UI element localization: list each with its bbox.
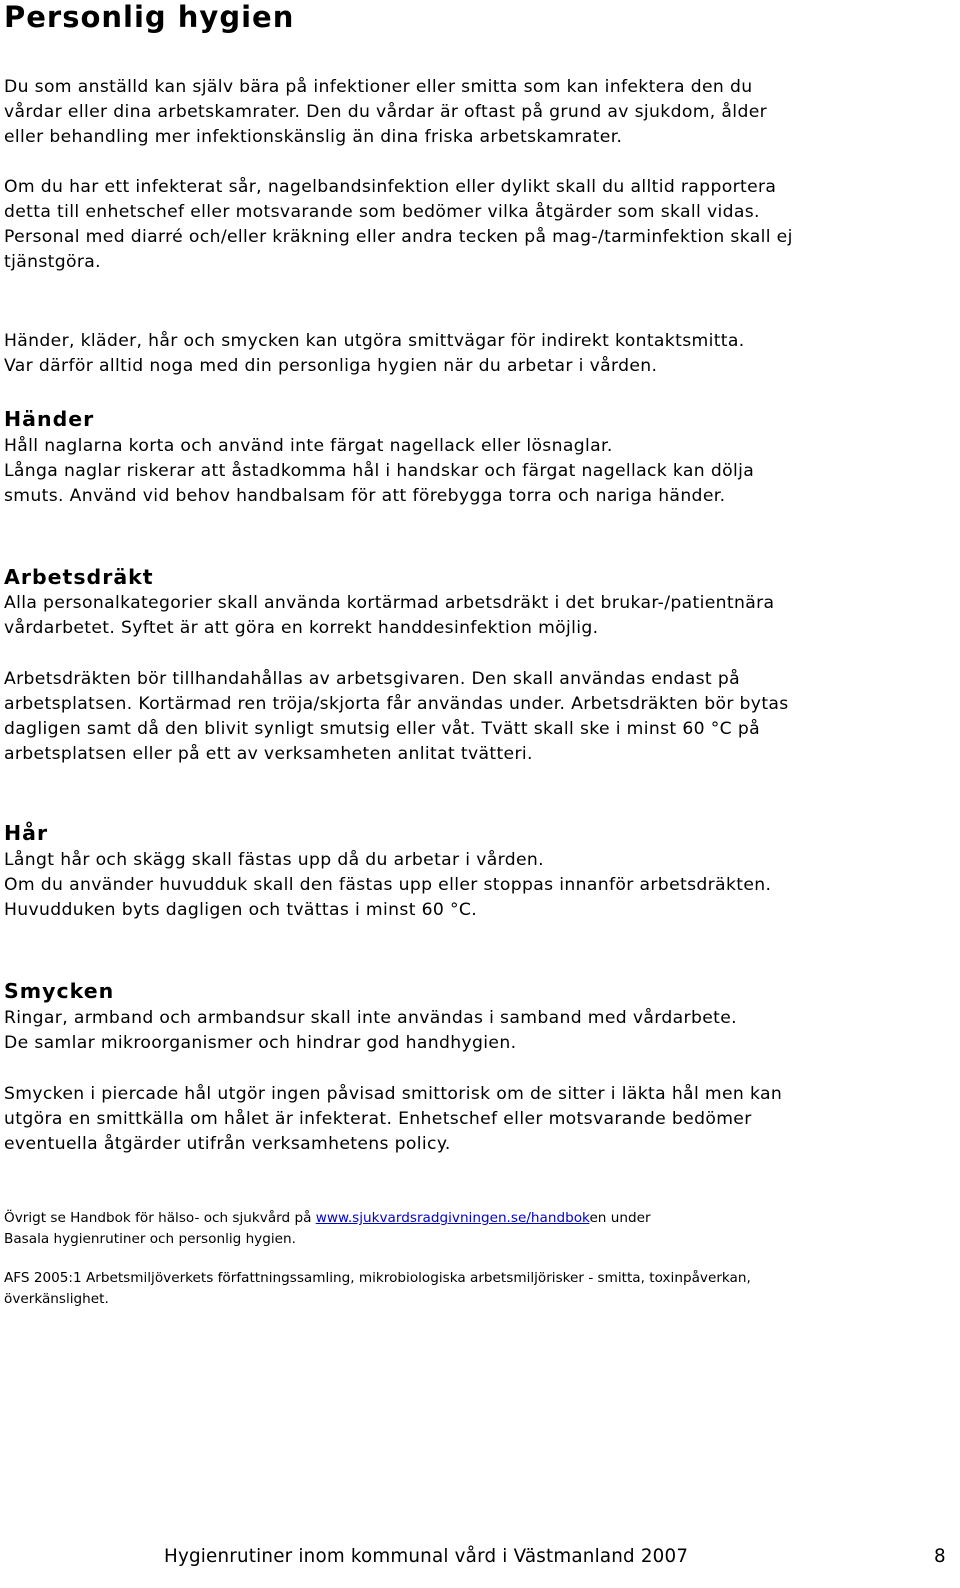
jewelry-paragraph-2 xyxy=(4,1082,954,1157)
reference-text: en under xyxy=(589,1210,651,1226)
text-line: AFS 2005:1 Arbetsmiljöverkets författningssamling, mikrobiologiska arbetsmiljörisker - smitta, toxinpåverkan, xyxy=(4,1270,751,1286)
text-line: vårdarbetet. Syftet är att göra en korrekt handdesinfektion möjlig. xyxy=(4,618,599,638)
text-line: arbetsplatsen eller på ett av verksamheten anlitat tvätteri. xyxy=(4,744,533,764)
text-line: Om du har ett infekterat sår, nagelbandsinfektion eller dylikt skall du alltid rapportera xyxy=(4,177,777,197)
text-line: Händer, kläder, hår och smycken kan utgöra smittvägar för indirekt kontaktsmitta. xyxy=(4,331,745,351)
text-line: Långt hår och skägg skall fästas upp då du arbetar i vården. xyxy=(4,850,544,870)
text-line: eventuella åtgärder utifrån verksamhetens policy. xyxy=(4,1134,451,1154)
hair-paragraph xyxy=(4,848,954,923)
text-line: Var därför alltid noga med din personliga hygien när du arbetar i vården. xyxy=(4,356,658,376)
text-line: detta till enhetschef eller motsvarande som bedömer vilka åtgärder som skall vidas. xyxy=(4,202,760,222)
handbook-link[interactable]: www.sjukvardsradgivningen.se/handbok xyxy=(315,1210,590,1226)
section-heading-hands: Händer xyxy=(4,407,95,431)
section-heading-workwear: Arbetsdräkt xyxy=(4,565,154,589)
page-title: Personlig hygien xyxy=(4,0,295,34)
text-line: smuts. Använd vid behov handbalsam för att förebygga torra och nariga händer. xyxy=(4,486,726,506)
text-line: Arbetsdräkten bör tillhandahållas av arbetsgivaren. Den skall användas endast på xyxy=(4,669,740,689)
section-heading-hair: Hår xyxy=(4,821,49,845)
text-line: Ringar, armband och armbandsur skall inte användas i samband med vårdarbete. xyxy=(4,1008,737,1028)
text-line: Håll naglarna korta och använd inte färgat nagellack eller lösnaglar. xyxy=(4,436,613,456)
text-line: Huvudduken byts dagligen och tvättas i minst 60 °C. xyxy=(4,900,478,920)
hands-paragraph xyxy=(4,434,954,509)
text-line: dagligen samt då den blivit synligt smutsig eller våt. Tvätt skall ske i minst 60 °C på xyxy=(4,719,760,739)
text-line: Långa naglar riskerar att åstadkomma hål i handskar och färgat nagellack kan dölja xyxy=(4,461,755,481)
page-number: 8 xyxy=(934,1546,946,1567)
footer-title: Hygienrutiner inom kommunal vård i Västmanland 2007 xyxy=(164,1546,689,1567)
text-line: överkänslighet. xyxy=(4,1291,109,1307)
text-line: Om du använder huvudduk skall den fästas upp eller stoppas innanför arbetsdräkten. xyxy=(4,875,772,895)
text-line: Personal med diarré och/eller kräkning eller andra tecken på mag-/tarminfektion skall ej xyxy=(4,227,793,247)
workwear-paragraph-2 xyxy=(4,667,954,767)
text-line: vårdar eller dina arbetskamrater. Den du vårdar är oftast på grund av sjukdom, ålder xyxy=(4,102,768,122)
reference-afs xyxy=(4,1268,954,1310)
text-line: Basala hygienrutiner och personlig hygien. xyxy=(4,1231,296,1247)
workwear-paragraph-1 xyxy=(4,591,954,641)
jewelry-paragraph-1 xyxy=(4,1006,954,1056)
reference-text: Övrigt se Handbok för hälso- och sjukvård på xyxy=(4,1210,316,1226)
text-line xyxy=(4,1208,954,1229)
text-line: utgöra en smittkälla om hålet är infekterat. Enhetschef eller motsvarande bedömer xyxy=(4,1109,752,1129)
routes-paragraph xyxy=(4,329,954,379)
text-line: arbetsplatsen. Kortärmad ren tröja/skjorta får användas under. Arbetsdräkten bör bytas xyxy=(4,694,789,714)
text-line: eller behandling mer infektionskänslig än dina friska arbetskamrater. xyxy=(4,127,623,147)
section-heading-jewelry: Smycken xyxy=(4,979,115,1003)
text-line: tjänstgöra. xyxy=(4,252,101,272)
text-line: Alla personalkategorier skall använda kortärmad arbetsdräkt i det brukar-/patientnära xyxy=(4,593,775,613)
text-line: Smycken i piercade hål utgör ingen påvisad smittorisk om de sitter i läkta hål men kan xyxy=(4,1084,783,1104)
report-paragraph xyxy=(4,175,954,275)
text-line: De samlar mikroorganismer och hindrar god handhygien. xyxy=(4,1033,517,1053)
intro-paragraph xyxy=(4,75,954,150)
reference-handbook xyxy=(4,1208,954,1250)
text-line: Du som anställd kan själv bära på infektioner eller smitta som kan infektera den du xyxy=(4,77,753,97)
